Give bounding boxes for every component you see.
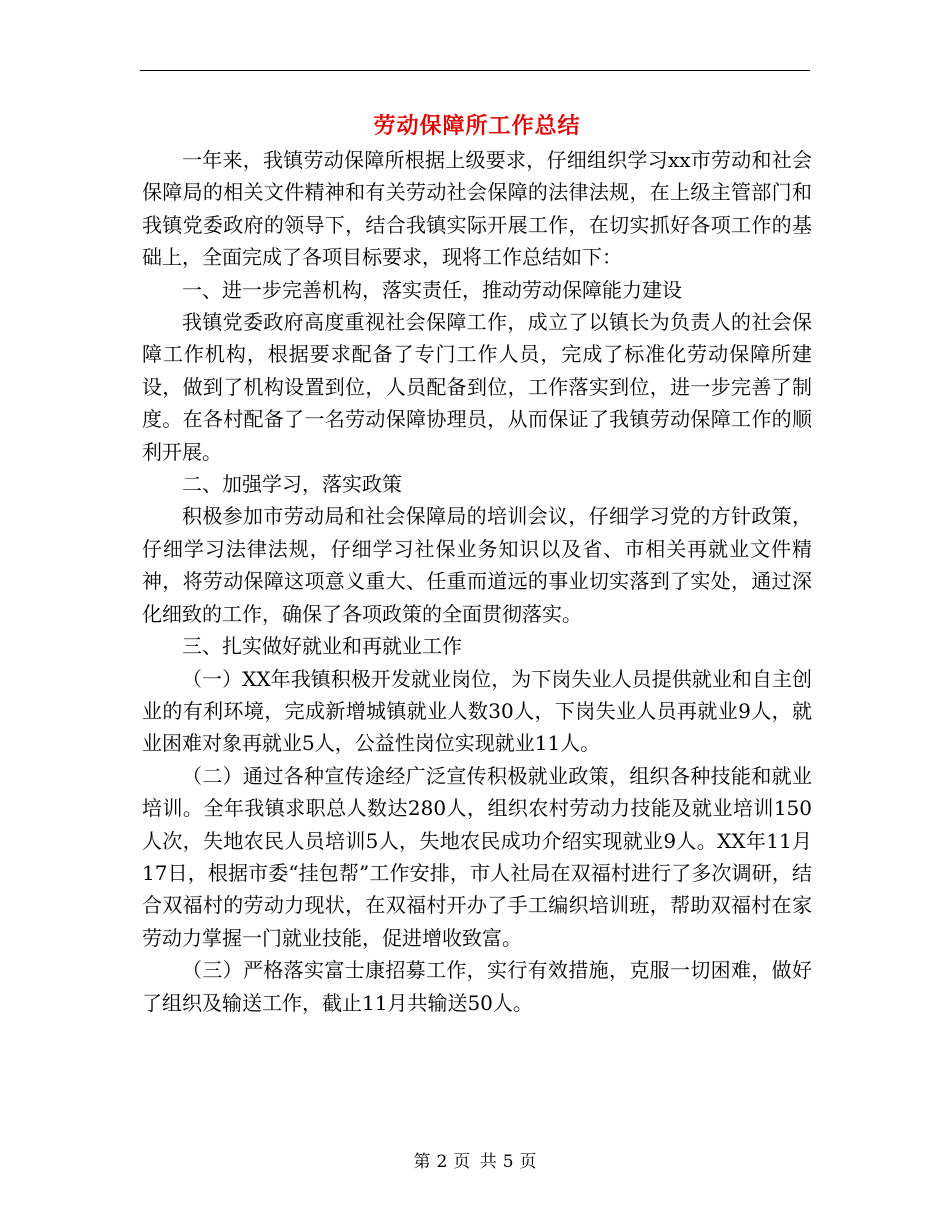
intro-paragraph: 一年来，我镇劳动保障所根据上级要求，仔细组织学习xx市劳动和社会保障局的相关文件精神和有关劳动社会保障的法律法规，在上级主管部门和我镇党委政府的领导下，结合我镇实际开展工作，在切实抓好各项工作的基础上，全面完成了各项目标要求，现将工作总结如下： xyxy=(142,148,812,270)
header-rule xyxy=(140,70,810,71)
section-3-item-3: （三）严格落实富士康招募工作，实行有效措施，克服一切困难，做好了组织及输送工作，截止11月共输送50人。 xyxy=(142,958,812,1015)
section-3-item-1: （一）XX年我镇积极开发就业岗位，为下岗失业人员提供就业和自主创业的有利环境，完成新增城镇就业人数30人，下岗失业人员再就业9人，就业困难对象再就业5人，公益性岗位实现就业11人。 xyxy=(142,666,812,756)
page-footer xyxy=(0,1150,950,1174)
document-title: 劳动保障所工作总结 xyxy=(373,113,581,139)
document-body xyxy=(142,108,812,1019)
section-2-paragraph: 积极参加市劳动局和社会保障局的培训会议，仔细学习党的方针政策，仔细学习法律法规，仔细学习社保业务知识以及省、市相关再就业文件精神，将劳动保障这项意义重大、任重而道远的事业切实落到了实处，通过深化细致的工作，确保了各项政策的全面贯彻落实。 xyxy=(142,504,812,626)
footer-suffix: 页 xyxy=(519,1152,537,1172)
section-heading-1: 一、进一步完善机构，落实责任，推动劳动保障能力建设 xyxy=(182,277,682,302)
total-page-number: 5 xyxy=(502,1152,514,1172)
footer-prefix: 第 xyxy=(413,1152,431,1172)
footer-middle: 页 共 xyxy=(453,1152,497,1172)
section-1-paragraph: 我镇党委政府高度重视社会保障工作，成立了以镇长为负责人的社会保障工作机构，根据要求配备了专门工作人员，完成了标准化劳动保障所建设，做到了机构设置到位，人员配备到位，工作落实到位，进一步完善了制度。在各村配备了一名劳动保障协理员，从而保证了我镇劳动保障工作的顺利开展。 xyxy=(142,310,812,464)
current-page-number: 2 xyxy=(436,1152,448,1172)
section-3-item-2: （二）通过各种宣传途经广泛宣传积极就业政策，组织各种技能和就业培训。全年我镇求职总人数达280人，组织农村劳动力技能及就业培训150人次，失地农民人员培训5人，失地农民成功介绍实现就业9人。XX年11月17日，根据市委“挂包帮”工作安排，市人社局在双福村进行了多次调研，结合双福村的劳动力现状，在双福村开办了手工编织培训班，帮助双福村在家劳动力掌握一门就业技能，促进增收致富。 xyxy=(142,763,812,950)
section-heading-3: 三、扎实做好就业和再就业工作 xyxy=(182,634,462,659)
section-heading-2: 二、加强学习，落实政策 xyxy=(182,472,402,497)
